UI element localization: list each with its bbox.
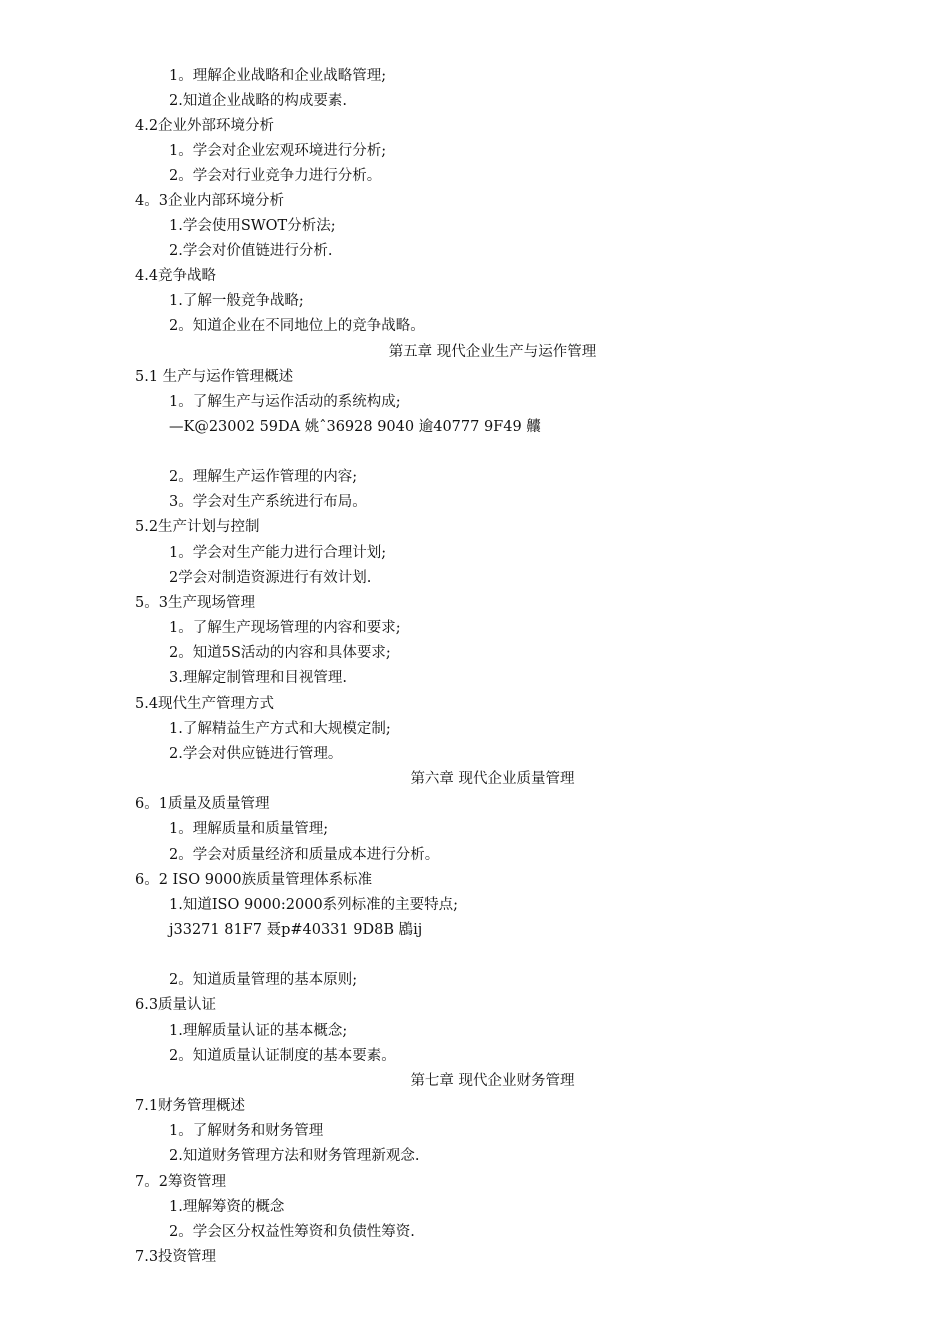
garbled-text: —K@23002 59DA 姚ˆ36928 9040 逾40777 9F49 齉 — [169, 419, 541, 435]
list-item: 2。知道企业在不同地位上的竞争战略。 — [169, 318, 425, 334]
list-item: 1.了解一般竞争战略; — [169, 293, 304, 309]
list-item: 2。理解生产运作管理的内容; — [169, 469, 358, 485]
section-heading: 7.3投资管理 — [135, 1249, 217, 1265]
section-heading: 6。1质量及质量管理 — [135, 796, 270, 812]
list-item: 1。了解生产现场管理的内容和要求; — [169, 620, 401, 636]
section-heading: 5.1 生产与运作管理概述 — [135, 369, 294, 385]
list-item: 2.学会对供应链进行管理。 — [169, 746, 343, 762]
list-item: 2。学会对质量经济和质量成本进行分析。 — [169, 847, 440, 863]
list-item: 1。了解生产与运作活动的系统构成; — [169, 394, 401, 410]
list-item: 1。了解财务和财务管理 — [169, 1123, 324, 1139]
list-item: 2。知道5S活动的内容和具体要求; — [169, 645, 391, 661]
list-item: 2.知道企业战略的构成要素. — [169, 93, 347, 109]
chapter-heading: 第六章 现代企业质量管理 — [410, 771, 575, 787]
list-item: 1。学会对生产能力进行合理计划; — [169, 545, 387, 561]
list-item: 2。学会区分权益性筹资和负债性筹资. — [169, 1224, 415, 1240]
list-item: 1.学会使用SWOT分析法; — [169, 218, 336, 234]
list-item: 2学会对制造资源进行有效计划. — [169, 570, 372, 586]
chapter-heading: 第七章 现代企业财务管理 — [410, 1073, 575, 1089]
section-heading: 5。3生产现场管理 — [135, 595, 255, 611]
section-heading: 5.4现代生产管理方式 — [135, 696, 275, 712]
section-heading: 5.2生产计划与控制 — [135, 519, 260, 535]
list-item: 2。学会对行业竞争力进行分析。 — [169, 168, 382, 184]
list-item: 2.学会对价值链进行分析. — [169, 243, 333, 259]
list-item: 1。理解企业战略和企业战略管理; — [169, 68, 387, 84]
garbled-text: j33271 81F7 聂p#40331 9D8B 鶋ij — [169, 922, 423, 938]
list-item: 2。知道质量管理的基本原则; — [169, 972, 358, 988]
list-item: 1。学会对企业宏观环境进行分析; — [169, 143, 387, 159]
list-item: 3.理解定制管理和目视管理. — [169, 670, 347, 686]
list-item: 1.了解精益生产方式和大规模定制; — [169, 721, 391, 737]
chapter-heading: 第五章 现代企业生产与运作管理 — [388, 344, 597, 360]
list-item: 1.理解筹资的概念 — [169, 1199, 285, 1215]
section-heading: 4.4竞争战略 — [135, 268, 217, 284]
section-heading: 4.2企业外部环境分析 — [135, 118, 275, 134]
section-heading: 4。3企业内部环境分析 — [135, 193, 284, 209]
section-heading: 7.1财务管理概述 — [135, 1098, 246, 1114]
list-item: 1。理解质量和质量管理; — [169, 821, 329, 837]
list-item: 2。知道质量认证制度的基本要素。 — [169, 1048, 396, 1064]
section-heading: 6。2 ISO 9000族质量管理体系标准 — [135, 872, 373, 888]
list-item: 3。学会对生产系统进行布局。 — [169, 494, 367, 510]
section-heading: 7。2筹资管理 — [135, 1174, 226, 1190]
list-item: 1.理解质量认证的基本概念; — [169, 1023, 348, 1039]
section-heading: 6.3质量认证 — [135, 997, 217, 1013]
list-item: 2.知道财务管理方法和财务管理新观念. — [169, 1148, 420, 1164]
list-item: 1.知道ISO 9000:2000系列标准的主要特点; — [169, 897, 459, 913]
